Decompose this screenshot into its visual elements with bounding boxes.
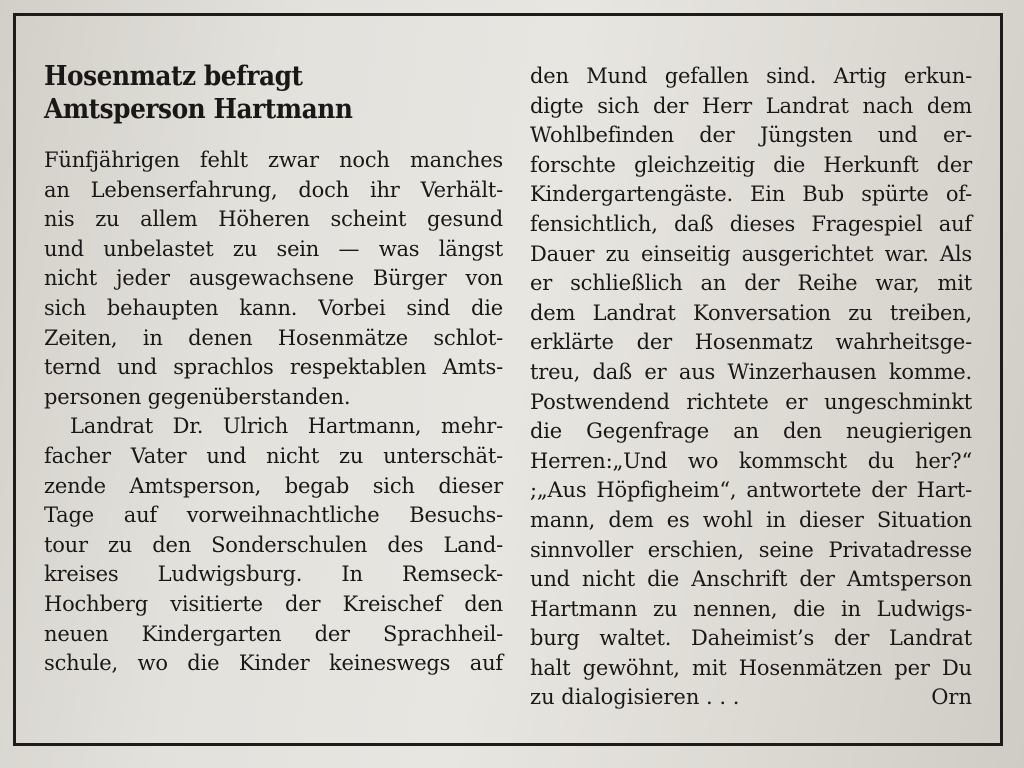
text-line: burg waltet. Daheimist’s der Landrat (530, 626, 972, 651)
text-line: Fünfjährigen fehlt zwar noch manches (44, 148, 503, 172)
text-line: neuen Kindergarten der Sprachheil- (44, 621, 503, 646)
article-body-left (44, 146, 503, 679)
text-line: treu, daß er aus Winzerhausen komme. (530, 359, 972, 384)
text-line: nicht jeder ausgewachsene Bürger von (44, 266, 503, 291)
text-line: Tage auf vorweihnachtliche Besuchs- (44, 503, 503, 528)
text-line: Postwendend richtete er ungeschminkt (530, 389, 972, 414)
article-column-left (44, 52, 503, 679)
headline-line: Hosenmatz befragt (44, 61, 303, 92)
article-body-right (530, 62, 972, 713)
text-line: halt gewöhnt, mit Hosenmätzen per Du (530, 655, 972, 680)
text-line: Landrat Dr. Ulrich Hartmann, mehr- (70, 414, 503, 439)
text-line: ;„Aus Höpfigheim“, antwortete der Hart- (530, 478, 972, 503)
article-column-right (530, 52, 972, 713)
text-line: forschte gleichzeitig die Herkunft der (530, 152, 972, 177)
text-line: an Lebenserfahrung, doch ihr Verhält- (44, 177, 503, 202)
text-line: Hartmann zu nennen, die in Ludwigs- (530, 596, 972, 621)
text-line: fensichtlich, daß dieses Fragespiel auf (530, 211, 972, 236)
closing-text: zu dialogisieren . . . (530, 685, 740, 710)
text-line: Herren:„Und wo kommscht du her?“ (530, 448, 972, 473)
closing-row (530, 683, 972, 713)
text-line: den Mund gefallen sind. Artig erkun- (530, 64, 972, 88)
text-line: tour zu den Sonderschulen des Land- (44, 532, 503, 557)
article-headline (44, 60, 504, 126)
text-line: mann, dem es wohl in dieser Situation (530, 507, 972, 532)
text-line: nis zu allem Höheren scheint gesund (44, 207, 503, 232)
text-line: erklärte der Hosenmatz wahrheitsge- (530, 330, 972, 355)
text-line: Zeiten, in denen Hosenmätze schlot- (44, 325, 503, 350)
text-line: Wohlbefinden der Jüngsten und er- (530, 123, 972, 148)
text-line: und unbelastet zu sein — was längst (44, 236, 503, 261)
text-line: die Gegenfrage an den neugierigen (530, 419, 972, 444)
text-line: sinnvoller erschien, seine Privatadresse (530, 537, 972, 562)
text-line: kreises Ludwigsburg. In Remseck- (44, 562, 503, 587)
text-line: personen gegenüberstanden. (44, 384, 351, 409)
text-line: Kindergartengäste. Ein Bub spürte of- (530, 182, 972, 207)
text-line: sich behaupten kann. Vorbei sind die (44, 295, 503, 320)
author-signature: Orn (931, 685, 972, 710)
text-line: facher Vater und nicht zu unterschät- (44, 443, 503, 468)
text-line: Dauer zu einseitig ausgerichtet war. Als (530, 241, 972, 266)
text-line: digte sich der Herr Landrat nach dem (530, 93, 972, 118)
text-line: zende Amtsperson, begab sich dieser (44, 473, 503, 498)
text-line: er schließlich an der Reihe war, mit (530, 271, 972, 296)
newspaper-article (30, 52, 980, 712)
text-line: und nicht die Anschrift der Amtsperson (530, 567, 972, 592)
headline-line: Amtsperson Hartmann (44, 94, 353, 125)
text-line: ternd und sprachlos respektablen Amts- (44, 355, 503, 380)
text-line: dem Landrat Konversation zu treiben, (530, 300, 972, 325)
text-line: Hochberg visitierte der Kreischef den (44, 591, 503, 616)
text-line: schule, wo die Kinder keineswegs auf (44, 651, 503, 676)
